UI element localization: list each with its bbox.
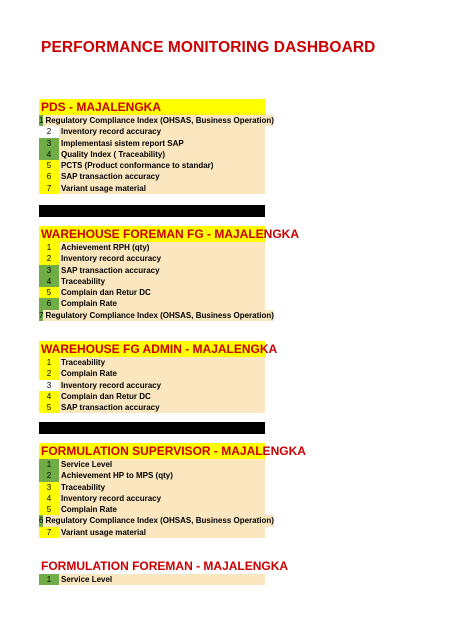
row-number: 6 (39, 171, 59, 182)
row-label: Complain Rate (59, 368, 265, 379)
section-warehouse-fg-admin (39, 341, 278, 413)
row-label: Variant usage material (59, 527, 265, 538)
row-label: Traceability (59, 357, 265, 368)
section-header: WAREHOUSE FOREMAN FG - MAJALENGKA (41, 227, 299, 241)
row-label: Quality Index ( Traceability) (59, 149, 265, 160)
row-label: Regulatory Compliance Index (OHSAS, Business Operation) (45, 116, 274, 125)
row-number: 1 (39, 574, 59, 585)
row-label: Inventory record accuracy (59, 380, 265, 391)
row-label: Achievement HP to MPS (qty) (59, 470, 265, 481)
row-label: SAP transaction accuracy (59, 265, 265, 276)
row-number: 2 (39, 253, 59, 264)
table-row (39, 253, 265, 264)
row-number: 1 (39, 459, 59, 470)
row-label: Regulatory Compliance Index (OHSAS, Business Operation) (45, 310, 274, 320)
table-row (39, 287, 265, 298)
section-rows (39, 242, 274, 321)
table-row (39, 493, 265, 504)
section-formulation-supervisor (39, 443, 306, 538)
row-number: 7 (39, 183, 59, 194)
row-number: 5 (39, 504, 59, 515)
row-label: Complain Rate (59, 298, 265, 309)
section-warehouse-foreman-fg (39, 226, 299, 321)
row-number: 1 (39, 242, 59, 253)
row-label: Traceability (59, 276, 265, 287)
section-rows (39, 574, 265, 585)
row-label: Regulatory Compliance Index (OHSAS, Business Operation) (45, 516, 274, 526)
row-label: SAP transaction accuracy (59, 171, 265, 182)
table-row (39, 126, 265, 137)
row-label: Achievement RPH (qty) (59, 242, 265, 253)
row-number: 3 (39, 380, 59, 391)
row-number: 4 (39, 391, 59, 402)
row-number: 4 (39, 493, 59, 504)
row-number: 4 (39, 149, 59, 160)
section-pds (39, 99, 274, 194)
table-row (39, 459, 265, 470)
section-rows (39, 357, 265, 413)
section-formulation-foreman (39, 558, 289, 585)
table-row (39, 138, 265, 149)
table-row (39, 183, 265, 194)
table-row (39, 504, 265, 515)
table-row (39, 527, 265, 538)
table-row (39, 160, 265, 171)
section-rows (39, 459, 274, 538)
row-number: 6 (39, 516, 44, 526)
row-label: Inventory record accuracy (59, 253, 265, 264)
section-rows (39, 115, 274, 194)
table-row (39, 357, 265, 368)
table-row (39, 380, 265, 391)
row-label: Inventory record accuracy (59, 126, 265, 137)
row-label: SAP transaction accuracy (59, 402, 265, 413)
table-row (39, 242, 265, 253)
section-header: PDS - MAJALENGKA (39, 99, 265, 115)
row-number: 2 (39, 470, 59, 481)
row-number: 7 (39, 527, 59, 538)
row-number: 5 (39, 402, 59, 413)
table-row (39, 482, 265, 493)
row-number: 1 (39, 116, 44, 125)
table-row (39, 391, 265, 402)
row-number: 4 (39, 276, 59, 287)
row-label: Service Level (59, 574, 265, 585)
row-label: Complain dan Retur DC (59, 287, 265, 298)
row-label: Implementasi sistem report SAP (59, 138, 265, 149)
row-number: 7 (39, 310, 44, 320)
section-header: WAREHOUSE FG ADMIN - MAJALENGKA (41, 342, 278, 356)
row-number: 5 (39, 160, 59, 171)
row-number: 6 (39, 298, 59, 309)
table-row (39, 276, 265, 287)
page-title: PERFORMANCE MONITORING DASHBOARD (41, 39, 376, 56)
row-number: 2 (39, 126, 59, 137)
table-row (39, 310, 274, 321)
table-row (39, 265, 265, 276)
table-row (39, 470, 265, 481)
table-row (39, 298, 265, 309)
table-row (39, 515, 274, 526)
table-row (39, 171, 265, 182)
row-label: Variant usage material (59, 183, 265, 194)
row-label: Service Level (59, 459, 265, 470)
row-number: 1 (39, 357, 59, 368)
black-divider-bar (39, 205, 265, 217)
row-label: Complain Rate (59, 504, 265, 515)
row-label: Inventory record accuracy (59, 493, 265, 504)
section-header: FORMULATION FOREMAN - MAJALENGKA (41, 559, 289, 573)
table-row (39, 402, 265, 413)
row-label: PCTS (Product conformance to standar) (59, 160, 265, 171)
black-divider-bar (39, 422, 265, 434)
row-number: 3 (39, 138, 59, 149)
row-label: Complain dan Retur DC (59, 391, 265, 402)
table-row (39, 115, 274, 126)
table-row (39, 149, 265, 160)
row-label: Traceability (59, 482, 265, 493)
table-row (39, 574, 265, 585)
row-number: 3 (39, 265, 59, 276)
row-number: 5 (39, 287, 59, 298)
row-number: 3 (39, 482, 59, 493)
section-header: FORMULATION SUPERVISOR - MAJALENGKA (41, 444, 306, 458)
table-row (39, 368, 265, 379)
row-number: 2 (39, 368, 59, 379)
